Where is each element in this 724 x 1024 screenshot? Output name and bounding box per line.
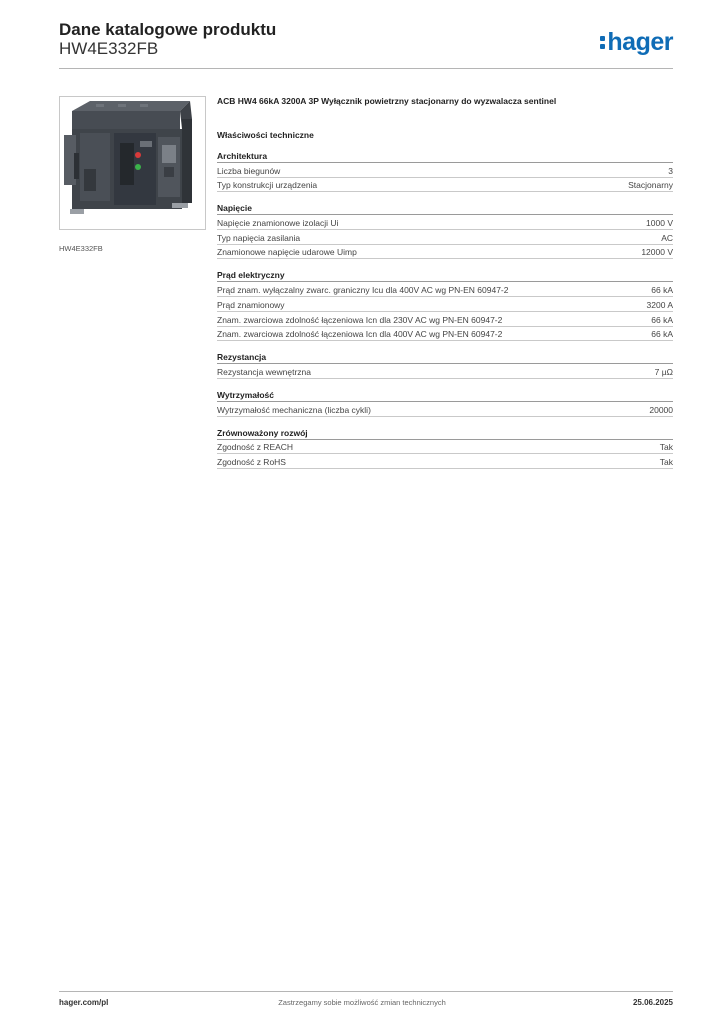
- circuit-breaker-icon: [60, 97, 205, 229]
- spec-label: Zgodność z RoHS: [217, 456, 286, 467]
- header-divider: [59, 68, 673, 69]
- page-title: Dane katalogowe produktu: [59, 20, 277, 39]
- product-code: HW4E332FB: [59, 39, 159, 58]
- spec-row: [217, 312, 673, 327]
- spec-row: [217, 178, 673, 193]
- spec-group-durability: [217, 390, 673, 417]
- footer-website-link[interactable]: hager.com/pl: [59, 998, 109, 1007]
- spec-label: Napięcie znamionowe izolacji Ui: [217, 218, 339, 229]
- spec-row: [217, 297, 673, 312]
- spec-row: [217, 454, 673, 469]
- section-heading: Właściwości techniczne: [217, 130, 314, 140]
- logo-text: hager: [607, 27, 673, 56]
- spec-group-sustainability: [217, 428, 673, 469]
- spec-value: 3: [668, 165, 673, 176]
- spec-section: [217, 96, 673, 469]
- spec-label: Rezystancja wewnętrzna: [217, 366, 312, 377]
- spec-row: [217, 245, 673, 260]
- group-title: Napięcie: [217, 203, 673, 215]
- spec-row: [217, 364, 673, 379]
- spec-label: Typ konstrukcji urządzenia: [217, 180, 318, 191]
- spec-row: [217, 402, 673, 417]
- spec-value: 1000 V: [646, 218, 673, 229]
- spec-label: Typ napięcia zasilania: [217, 232, 301, 243]
- spec-value: 66 kA: [651, 314, 673, 325]
- spec-group-resistance: [217, 352, 673, 379]
- spec-label: Znam. zwarciowa zdolność łączeniowa Icn dla 400V AC wg PN-EN 60947-2: [217, 329, 503, 340]
- spec-row: [217, 230, 673, 245]
- product-image: [59, 96, 206, 230]
- spec-label: Wytrzymałość mechaniczna (liczba cykli): [217, 404, 371, 415]
- spec-label: Znamionowe napięcie udarowe Uimp: [217, 247, 357, 258]
- spec-value: 66 kA: [651, 329, 673, 340]
- group-title: Zrównoważony rozwój: [217, 428, 673, 440]
- footer-notice: Zastrzegamy sobie możliwość zmian technicznych: [278, 998, 446, 1007]
- spec-row: [217, 215, 673, 230]
- group-title: Wytrzymałość: [217, 390, 673, 402]
- spec-value: Tak: [659, 456, 673, 467]
- product-description: ACB HW4 66kA 3200A 3P Wyłącznik powietrzny stacjonarny do wyzwalacza sentinel: [217, 96, 557, 106]
- hager-logo: [600, 26, 673, 58]
- spec-group-current: [217, 270, 673, 341]
- image-caption: HW4E332FB: [59, 244, 103, 253]
- group-title: Rezystancja: [217, 352, 673, 364]
- spec-value: Stacjonarny: [628, 180, 673, 191]
- spec-label: Znam. zwarciowa zdolność łączeniowa Icn dla 230V AC wg PN-EN 60947-2: [217, 314, 503, 325]
- spec-group-voltage: [217, 203, 673, 259]
- group-title: Prąd elektryczny: [217, 270, 673, 282]
- spec-value: 7 µΩ: [654, 366, 673, 377]
- spec-value: AC: [661, 232, 673, 243]
- footer-divider: [59, 991, 673, 992]
- spec-value: 20000: [649, 404, 673, 415]
- spec-group-architecture: [217, 151, 673, 192]
- logo-dots-icon: [600, 33, 606, 51]
- spec-label: Prąd znamionowy: [217, 299, 285, 310]
- spec-row: [217, 327, 673, 342]
- spec-value: 3200 A: [646, 299, 673, 310]
- spec-row: [217, 163, 673, 178]
- spec-label: Prąd znam. wyłączalny zwarc. graniczny Icu dla 400V AC wg PN-EN 60947-2: [217, 285, 509, 296]
- spec-value: Tak: [659, 442, 673, 453]
- footer-date: 25.06.2025: [632, 998, 673, 1007]
- spec-label: Zgodność z REACH: [217, 442, 294, 453]
- spec-label: Liczba biegunów: [217, 165, 281, 176]
- group-title: Architektura: [217, 151, 673, 163]
- spec-row: [217, 440, 673, 455]
- spec-value: 12000 V: [641, 247, 673, 258]
- spec-row: [217, 282, 673, 297]
- spec-value: 66 kA: [651, 285, 673, 296]
